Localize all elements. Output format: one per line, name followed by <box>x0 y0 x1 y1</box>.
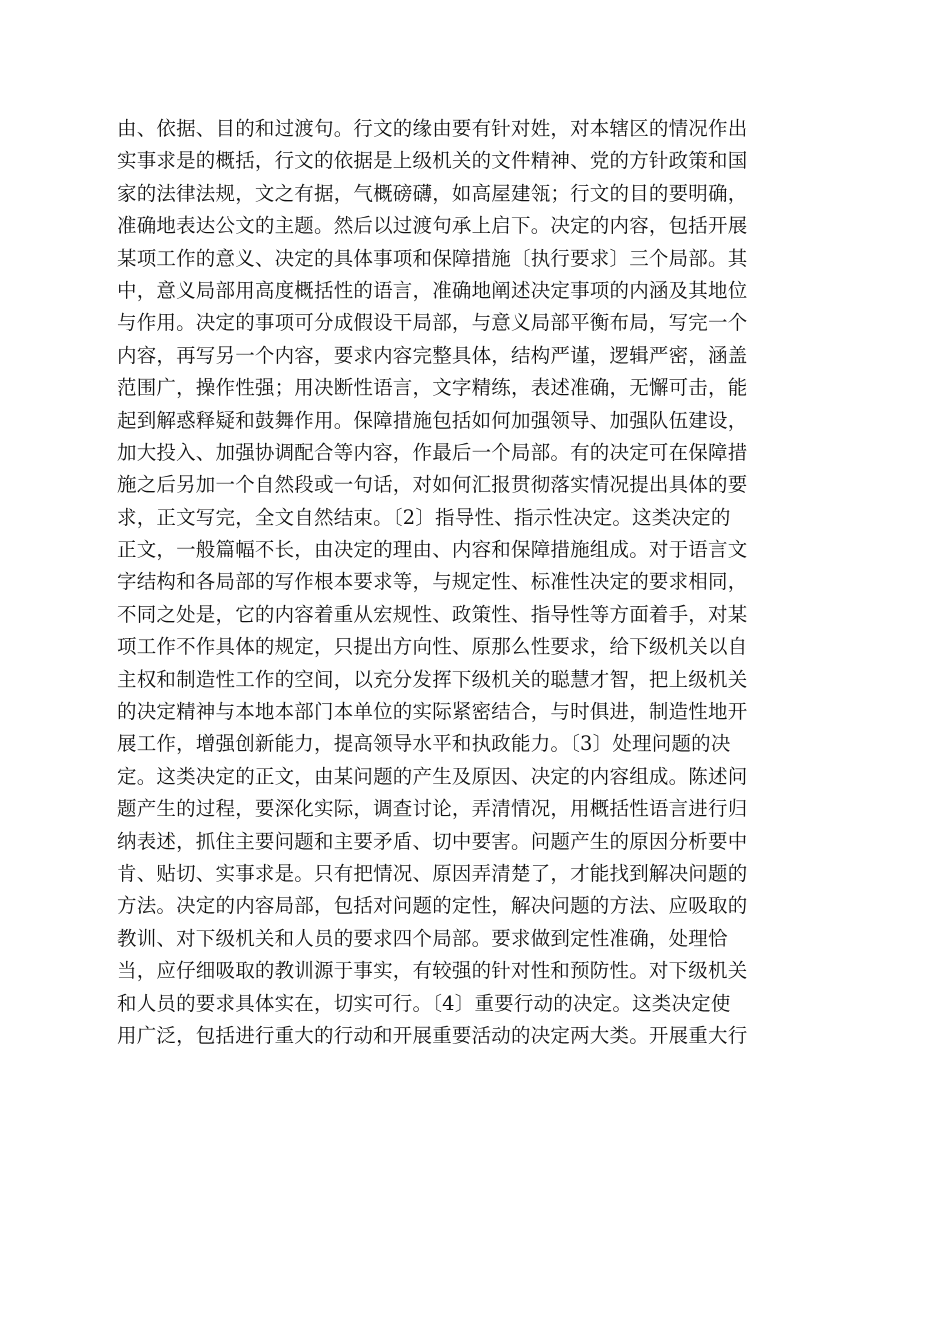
text-line: 项工作不作具体的规定，只提出方向性、原那么性要求，给下级机关以自 <box>117 635 748 659</box>
text-line: 的决定精神与本地本部门本单位的实际紧密结合，与时俱进，制造性地开 <box>117 700 748 724</box>
text-line: 与作用。决定的事项可分成假设干局部，与意义局部平衡布局，写完一个 <box>117 311 748 335</box>
text-line: 和人员的要求具体实在，切实可行。〔4〕重要行动的决定。这类决定使 <box>117 991 731 1015</box>
text-line: 教训、对下级机关和人员的要求四个局部。要求做到定性准确，处理恰 <box>117 926 728 950</box>
text-line: 方法。决定的内容局部，包括对问题的定性，解决问题的方法、应吸取的 <box>117 894 748 918</box>
text-line: 加大投入、加强协调配合等内容，作最后一个局部。有的决定可在保障措 <box>117 440 748 464</box>
text-line: 正文，一般篇幅不长，由决定的理由、内容和保障措施组成。对于语言文 <box>117 538 748 562</box>
text-line: 定。这类决定的正文，由某问题的产生及原因、决定的内容组成。陈述问 <box>117 764 748 788</box>
body-text <box>117 113 837 1052</box>
text-line: 展工作，增强创新能力，提高领导水平和执政能力。〔3〕处理问题的决 <box>117 732 731 756</box>
text-line: 肯、贴切、实事求是。只有把情况、原因弄清楚了，才能找到解决问题的 <box>117 861 748 885</box>
text-line: 当，应仔细吸取的教训源于事实，有较强的针对性和预防性。对下级机关 <box>117 959 748 983</box>
text-line: 字结构和各局部的写作根本要求等，与规定性、标准性决定的要求相同， <box>117 570 748 594</box>
text-line: 起到解惑释疑和鼓舞作用。保障措施包括如何加强领导、加强队伍建设， <box>117 408 748 432</box>
text-line: 中，意义局部用高度概括性的语言，准确地阐述决定事项的内涵及其地位 <box>117 278 748 302</box>
text-line: 主权和制造性工作的空间，以充分发挥下级机关的聪慧才智，把上级机关 <box>117 667 748 691</box>
text-line: 实事求是的概括，行文的依据是上级机关的文件精神、党的方针政策和国 <box>117 149 748 173</box>
text-line: 纳表述，抓住主要问题和主要矛盾、切中要害。问题产生的原因分析要中 <box>117 829 748 853</box>
text-line: 家的法律法规，文之有据，气概磅礴，如高屋建瓴；行文的目的要明确， <box>117 181 748 205</box>
text-line: 用广泛，包括进行重大的行动和开展重要活动的决定两大类。开展重大行 <box>117 1023 748 1047</box>
text-line: 某项工作的意义、决定的具体事项和保障措施〔执行要求〕三个局部。其 <box>117 246 748 270</box>
text-line: 求，正文写完，全文自然结束。〔2〕指导性、指示性决定。这类决定的 <box>117 505 731 529</box>
text-line: 题产生的过程，要深化实际，调查讨论，弄清情况，用概括性语言进行归 <box>117 797 748 821</box>
text-line: 不同之处是，它的内容着重从宏规性、政策性、指导性等方面着手，对某 <box>117 602 748 626</box>
text-line: 施之后另加一个自然段或一句话，对如何汇报贯彻落实情况提出具体的要 <box>117 473 748 497</box>
text-line: 由、依据、目的和过渡句。行文的缘由要有针对姓，对本辖区的情况作出 <box>117 117 748 140</box>
text-line: 内容，再写另一个内容，要求内容完整具体，结构严谨，逻辑严密，涵盖 <box>117 343 748 367</box>
text-line: 范围广，操作性强；用决断性语言，文字精练，表述准确，无懈可击，能 <box>117 376 748 400</box>
text-line: 准确地表达公文的主题。然后以过渡句承上启下。决定的内容，包括开展 <box>117 214 748 238</box>
